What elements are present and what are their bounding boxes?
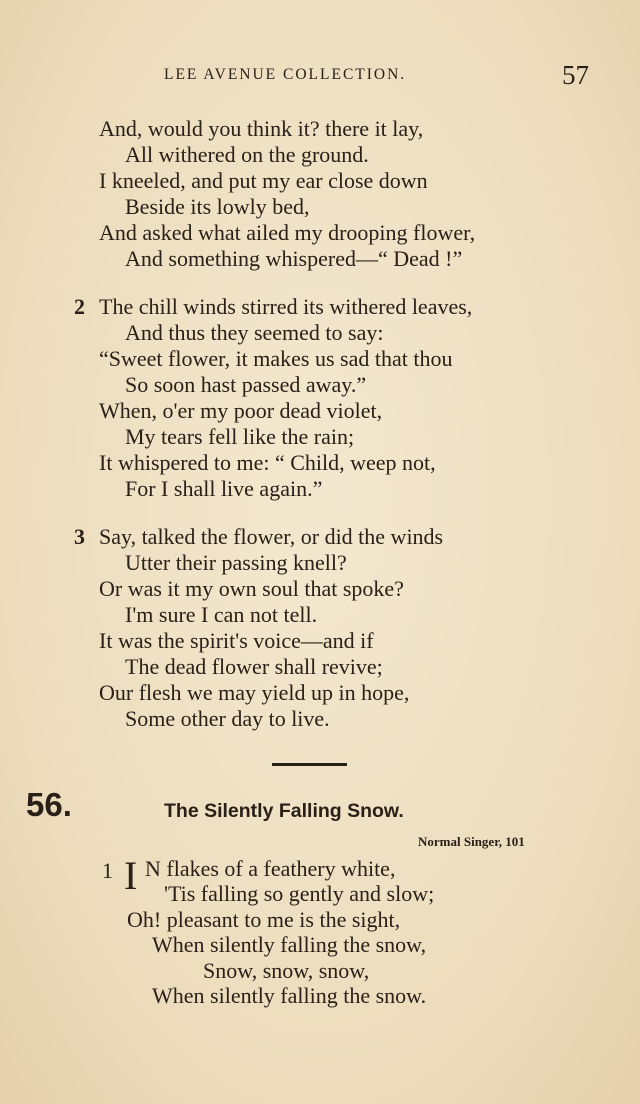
hymn-line: Oh! pleasant to me is the sight, <box>127 907 401 932</box>
hymn-line: When silently falling the snow, <box>152 932 427 957</box>
stanza-line: And something whispered—“ Dead !” <box>125 246 463 271</box>
drop-cap: I <box>124 853 138 898</box>
page-number: 57 <box>562 60 589 90</box>
section-divider <box>272 763 347 766</box>
stanza-number: 3 <box>74 524 85 549</box>
stanza-line: I kneeled, and put my ear close down <box>99 168 428 193</box>
stanza-line: I'm sure I can not tell. <box>125 602 318 627</box>
stanza-line: For I shall live again.” <box>125 476 323 501</box>
hymn-line: Snow, snow, snow, <box>203 958 370 983</box>
stanza-line: Or was it my own soul that spoke? <box>99 576 404 601</box>
stanza-line: Beside its lowly bed, <box>125 194 310 219</box>
stanza-line: The chill winds stirred its withered leaves, <box>99 294 473 319</box>
hymn-number: 56. <box>26 786 72 823</box>
stanza-line: All withered on the ground. <box>125 142 369 167</box>
stanza-line: Our flesh we may yield up in hope, <box>99 680 410 705</box>
stanza-line: And thus they seemed to say: <box>125 320 384 345</box>
hymn-line: 'Tis falling so gently and slow; <box>164 881 435 906</box>
stanza-line: My tears fell like the rain; <box>125 424 355 449</box>
hymn-line: When silently falling the snow. <box>152 983 427 1008</box>
stanza-line: “Sweet flower, it makes us sad that thou <box>99 346 453 371</box>
stanza-number: 2 <box>74 294 85 319</box>
stanza-line: It was the spirit's voice—and if <box>99 628 374 653</box>
tune-source: Normal Singer, 101 <box>418 834 525 849</box>
stanza-line: Utter their passing knell? <box>125 550 347 575</box>
stanza-line: So soon hast passed away.” <box>125 372 367 397</box>
stanza-line: And, would you think it? there it lay, <box>99 116 424 141</box>
stanza-line: The dead flower shall revive; <box>125 654 383 679</box>
stanza-line: And asked what ailed my drooping flower, <box>99 220 476 245</box>
stanza-line: It whispered to me: “ Child, weep not, <box>99 450 436 475</box>
stanza-number: 1 <box>102 858 113 883</box>
running-head: LEE AVENUE COLLECTION. <box>164 66 407 83</box>
hymn-line: N flakes of a feathery white, <box>145 856 396 881</box>
stanza-line: When, o'er my poor dead violet, <box>99 398 383 423</box>
stanza-line: Some other day to live. <box>125 706 330 731</box>
hymn-title: The Silently Falling Snow. <box>164 800 404 822</box>
stanza-line: Say, talked the flower, or did the winds <box>99 524 444 549</box>
